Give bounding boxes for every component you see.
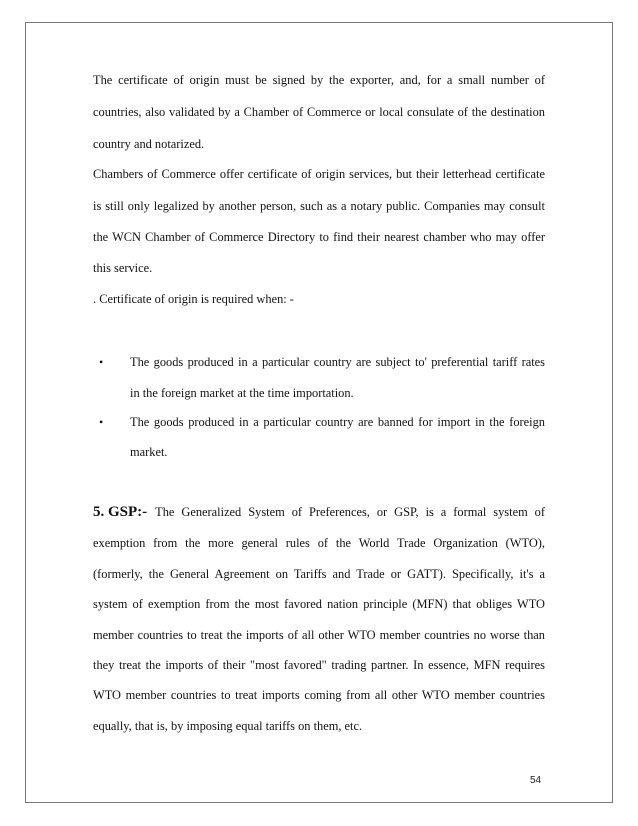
paragraph1-line3: country and notarized. [93, 137, 205, 151]
paragraph2-line2: is still only legalized by another person, such as a notary public. Companies may consult [93, 199, 545, 213]
bullet-icon: • [99, 415, 104, 429]
section-line: member countries to treat the imports of all other WTO member countries no worse than [93, 628, 545, 642]
section-line: exemption from the more general rules of the World Trade Organization (WTO), [93, 536, 545, 550]
page-number: 54 [530, 775, 542, 786]
section-line: they treat the imports of their "most favored" trading partner. In essence, MFN requires [93, 658, 545, 672]
section-line: system of exemption from the most favored nation principle (MFN) that obliges WTO [93, 597, 545, 611]
bullet1-line2: in the foreign market at the time importation. [130, 386, 354, 400]
bullet-icon: • [99, 355, 104, 369]
section-heading: 5. GSP:- [93, 504, 148, 520]
paragraph2-line4: this service. [93, 261, 153, 275]
paragraph1-line2: countries, also validated by a Chamber of Commerce or local consulate of the destination [93, 105, 545, 119]
section-line: (formerly, the General Agreement on Tariffs and Trade or GATT). Specifically, it's a [93, 567, 545, 581]
intro-line: . Certificate of origin is required when: - [93, 292, 294, 306]
paragraph2-line3: the WCN Chamber of Commerce Directory to find their nearest chamber who may offer [93, 230, 545, 244]
bullet1-line1: The goods produced in a particular country are subject to' preferential tariff rates [130, 355, 545, 369]
section-first-line [93, 504, 545, 520]
section-line: equally, that is, by imposing equal tariffs on them, etc. [93, 719, 363, 733]
section-line: WTO member countries to treat imports coming from all other WTO member countries [93, 688, 545, 702]
bullet2-line2: market. [130, 445, 168, 459]
paragraph2-line1: Chambers of Commerce offer certificate of origin services, but their letterhead certificate [93, 167, 545, 181]
bullet2-line1: The goods produced in a particular country are banned for import in the foreign [130, 415, 545, 429]
paragraph1-line1: The certificate of origin must be signed by the exporter, and, for a small number of [93, 73, 545, 87]
section-first-line-text: The Generalized System of Preferences, or GSP, is a formal system of [155, 505, 545, 519]
